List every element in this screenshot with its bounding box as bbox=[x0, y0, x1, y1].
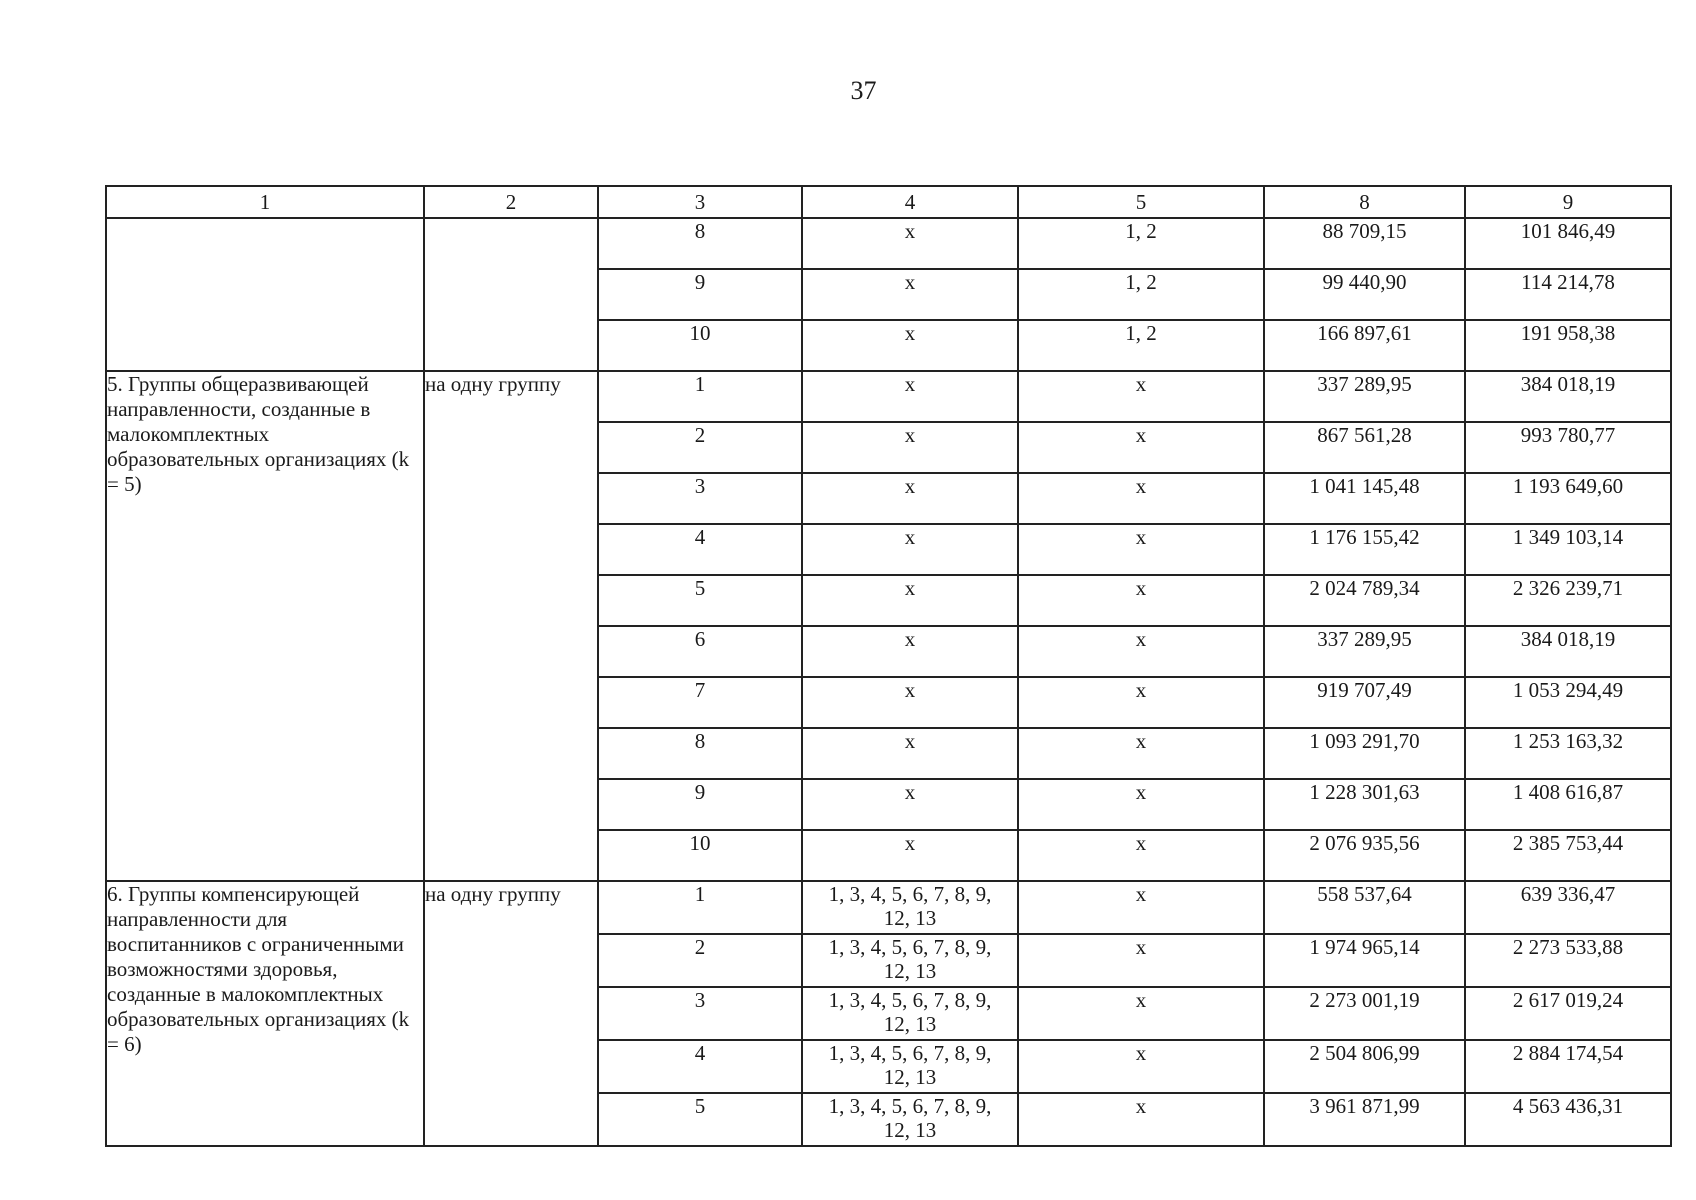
cell-col8: 558 537,64 bbox=[1264, 881, 1465, 934]
table-row bbox=[106, 371, 1671, 422]
cell-col4: х bbox=[802, 830, 1018, 881]
cell-col9: 101 846,49 bbox=[1465, 218, 1671, 269]
cell-col4: х bbox=[802, 728, 1018, 779]
cell-group-count: 2 bbox=[598, 422, 802, 473]
cell-col4 bbox=[802, 1040, 1018, 1093]
unit-empty bbox=[424, 218, 598, 371]
cell-col5: 1, 2 bbox=[1018, 269, 1264, 320]
cell-group-count: 3 bbox=[598, 473, 802, 524]
cell-col5: 1, 2 bbox=[1018, 320, 1264, 371]
cell-group-count: 6 bbox=[598, 626, 802, 677]
cell-col8: 1 041 145,48 bbox=[1264, 473, 1465, 524]
table-body bbox=[106, 218, 1671, 1146]
cell-col5: х bbox=[1018, 1093, 1264, 1146]
cell-group-count: 5 bbox=[598, 1093, 802, 1146]
table-header bbox=[106, 186, 1671, 218]
row-label-empty bbox=[106, 218, 424, 371]
page-number: 37 bbox=[850, 76, 877, 105]
cell-col5: х bbox=[1018, 422, 1264, 473]
cell-group-count: 10 bbox=[598, 320, 802, 371]
cell-col8: 867 561,28 bbox=[1264, 422, 1465, 473]
cell-col4: х bbox=[802, 779, 1018, 830]
cell-col5: х bbox=[1018, 881, 1264, 934]
cell-col9: 4 563 436,31 bbox=[1465, 1093, 1671, 1146]
cell-col9: 2 326 239,71 bbox=[1465, 575, 1671, 626]
cell-group-count: 10 bbox=[598, 830, 802, 881]
cell-col5: х bbox=[1018, 626, 1264, 677]
cell-col8: 3 961 871,99 bbox=[1264, 1093, 1465, 1146]
column-header: 4 bbox=[802, 186, 1018, 218]
cell-col8: 88 709,15 bbox=[1264, 218, 1465, 269]
cell-group-count: 9 bbox=[598, 269, 802, 320]
cell-group-count: 9 bbox=[598, 779, 802, 830]
cell-col4-line1: 1, 3, 4, 5, 6, 7, 8, 9, bbox=[828, 1094, 992, 1118]
cell-col4-line2: 12, 13 bbox=[883, 959, 937, 983]
column-header: 5 bbox=[1018, 186, 1264, 218]
cell-group-count: 5 bbox=[598, 575, 802, 626]
cell-col9: 2 273 533,88 bbox=[1465, 934, 1671, 987]
section5-unit: на одну группу bbox=[424, 371, 598, 881]
cell-col4: х bbox=[802, 473, 1018, 524]
cell-col8: 2 024 789,34 bbox=[1264, 575, 1465, 626]
cell-col4-line2: 12, 13 bbox=[883, 1012, 937, 1036]
cell-col8: 1 093 291,70 bbox=[1264, 728, 1465, 779]
cell-col9: 2 617 019,24 bbox=[1465, 987, 1671, 1040]
cell-group-count: 4 bbox=[598, 524, 802, 575]
cell-col8: 1 228 301,63 bbox=[1264, 779, 1465, 830]
cell-col4-line1: 1, 3, 4, 5, 6, 7, 8, 9, bbox=[828, 882, 992, 906]
cell-group-count: 3 bbox=[598, 987, 802, 1040]
header-row bbox=[106, 186, 1671, 218]
cell-col9: 1 053 294,49 bbox=[1465, 677, 1671, 728]
cell-col5: х bbox=[1018, 473, 1264, 524]
cell-group-count: 8 bbox=[598, 218, 802, 269]
cell-col4 bbox=[802, 1093, 1018, 1146]
cell-col8: 919 707,49 bbox=[1264, 677, 1465, 728]
cell-col4: х bbox=[802, 218, 1018, 269]
cell-col5: х bbox=[1018, 575, 1264, 626]
cell-col9: 1 253 163,32 bbox=[1465, 728, 1671, 779]
column-header: 9 bbox=[1465, 186, 1671, 218]
cell-col9: 1 193 649,60 bbox=[1465, 473, 1671, 524]
section6-unit: на одну группу bbox=[424, 881, 598, 1146]
cell-col4: х bbox=[802, 575, 1018, 626]
cell-group-count: 7 bbox=[598, 677, 802, 728]
cell-col9: 1 408 616,87 bbox=[1465, 779, 1671, 830]
cell-col4: х bbox=[802, 371, 1018, 422]
cell-col4: х bbox=[802, 422, 1018, 473]
cell-col5: х bbox=[1018, 779, 1264, 830]
table-row bbox=[106, 218, 1671, 269]
cell-col4-line2: 12, 13 bbox=[883, 1065, 937, 1089]
column-header: 2 bbox=[424, 186, 598, 218]
cell-col4: х bbox=[802, 269, 1018, 320]
cell-col8: 2 273 001,19 bbox=[1264, 987, 1465, 1040]
cell-col9: 191 958,38 bbox=[1465, 320, 1671, 371]
section6-label: 6. Группы компенсирующей направленности для воспитанников с ограниченными возможностями здоровья, созданные в малокомплектных образовательных организациях (k = 6) bbox=[106, 881, 424, 1146]
cell-col4: х bbox=[802, 320, 1018, 371]
cell-col8: 337 289,95 bbox=[1264, 626, 1465, 677]
cell-group-count: 8 bbox=[598, 728, 802, 779]
cell-col5: х bbox=[1018, 524, 1264, 575]
cell-col8: 2 076 935,56 bbox=[1264, 830, 1465, 881]
column-header: 3 bbox=[598, 186, 802, 218]
cell-group-count: 2 bbox=[598, 934, 802, 987]
cell-col5: х bbox=[1018, 934, 1264, 987]
cell-col4: х bbox=[802, 677, 1018, 728]
cell-col5: 1, 2 bbox=[1018, 218, 1264, 269]
cell-col4: х bbox=[802, 626, 1018, 677]
cell-col9: 114 214,78 bbox=[1465, 269, 1671, 320]
cell-col8: 1 974 965,14 bbox=[1264, 934, 1465, 987]
cell-col9: 1 349 103,14 bbox=[1465, 524, 1671, 575]
cell-col9: 993 780,77 bbox=[1465, 422, 1671, 473]
cost-table bbox=[105, 185, 1672, 1147]
cell-col8: 337 289,95 bbox=[1264, 371, 1465, 422]
cell-group-count: 1 bbox=[598, 371, 802, 422]
cell-col9: 384 018,19 bbox=[1465, 626, 1671, 677]
cell-col8: 166 897,61 bbox=[1264, 320, 1465, 371]
cell-col4 bbox=[802, 881, 1018, 934]
cell-col4-line2: 12, 13 bbox=[883, 906, 937, 930]
cell-col4 bbox=[802, 934, 1018, 987]
cell-col5: х bbox=[1018, 371, 1264, 422]
cell-col8: 1 176 155,42 bbox=[1264, 524, 1465, 575]
cell-col9: 639 336,47 bbox=[1465, 881, 1671, 934]
cell-col4-line2: 12, 13 bbox=[883, 1118, 937, 1142]
cell-col9: 2 385 753,44 bbox=[1465, 830, 1671, 881]
section5-label: 5. Группы общеразвивающей направленности, созданные в малокомплектных образовательных организациях (k = 5) bbox=[106, 371, 424, 881]
cell-group-count: 4 bbox=[598, 1040, 802, 1093]
cell-col4-line1: 1, 3, 4, 5, 6, 7, 8, 9, bbox=[828, 935, 992, 959]
cell-col5: х bbox=[1018, 987, 1264, 1040]
cell-col9: 384 018,19 bbox=[1465, 371, 1671, 422]
cell-col5: х bbox=[1018, 677, 1264, 728]
cell-col9: 2 884 174,54 bbox=[1465, 1040, 1671, 1093]
table-row bbox=[106, 881, 1671, 934]
cell-col4 bbox=[802, 987, 1018, 1040]
cell-col8: 2 504 806,99 bbox=[1264, 1040, 1465, 1093]
column-header: 1 bbox=[106, 186, 424, 218]
cell-group-count: 1 bbox=[598, 881, 802, 934]
cell-col5: х bbox=[1018, 1040, 1264, 1093]
column-header: 8 bbox=[1264, 186, 1465, 218]
cell-col5: х bbox=[1018, 728, 1264, 779]
cell-col4-line1: 1, 3, 4, 5, 6, 7, 8, 9, bbox=[828, 988, 992, 1012]
cell-col4: х bbox=[802, 524, 1018, 575]
cell-col4-line1: 1, 3, 4, 5, 6, 7, 8, 9, bbox=[828, 1041, 992, 1065]
cell-col5: х bbox=[1018, 830, 1264, 881]
cell-col8: 99 440,90 bbox=[1264, 269, 1465, 320]
